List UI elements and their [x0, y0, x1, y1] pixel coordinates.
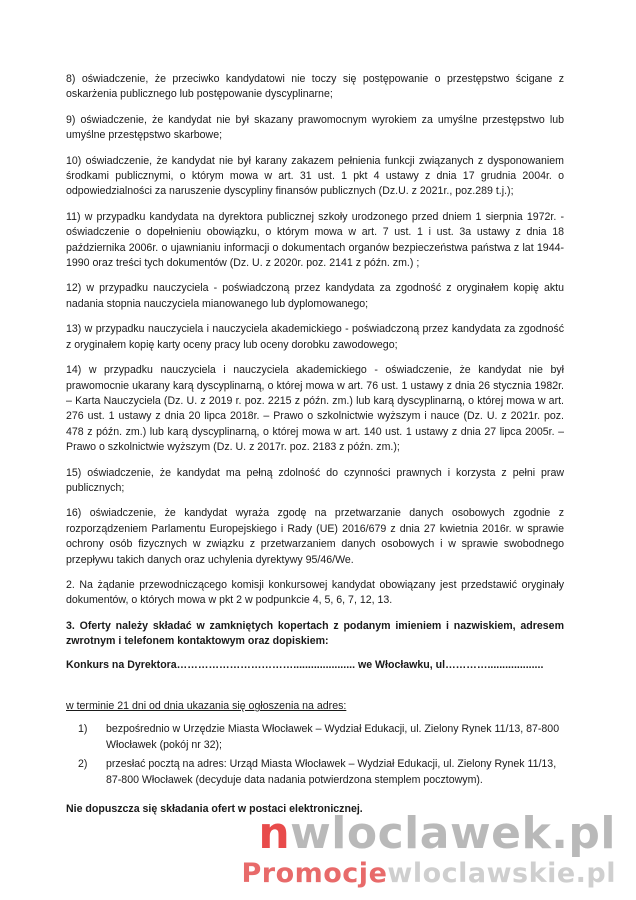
item-9: 9) oświadczenie, że kandydat nie był skazany prawomocnym wyrokiem za umyślne przestępstwo lub umyślne przestępstwo skarbowe; — [66, 113, 564, 142]
watermark-rest: wloclawskie.pl — [387, 858, 616, 889]
section-3-heading: 3. Oferty należy składać w zamkniętych kopertach z podanym imieniem i nazwiskiem, adresem zwrotnym i telefonem kontaktowym oraz dopiskiem: — [66, 619, 564, 648]
item-8: 8) oświadczenie, że przeciwko kandydatowi nie toczy się postępowanie o przestępstwo ścigane z oskarżenia publicznego lub postępowanie dyscyplinarne; — [66, 73, 564, 101]
delivery-option — [66, 757, 564, 788]
delivery-option — [66, 722, 564, 753]
watermark-nwloclawek — [258, 808, 616, 859]
option-number: 1) — [78, 723, 88, 736]
delivery-options — [66, 722, 564, 788]
watermark-rest: wloclawek.pl — [290, 808, 616, 859]
item-12: 12) w przypadku nauczyciela - poświadczoną przez kandydata za zgodność z oryginałem kopię aktu nadania stopnia nauczyciela mianowanego lub dyplomowanego; — [66, 282, 564, 310]
envelope-inscription: Konkurs na Dyrektora……………………………..................... we Włocławku, ul…………................... — [66, 658, 544, 671]
item-10: 10) oświadczenie, że kandydat nie był karany zakazem pełnienia funkcji związanych z dysponowaniem środkami publicznymi, o którym mowa w art. 31 ust. 1 pkt 4 ustawy z dnia 17 grudnia 2004r. o odpowiedzialności za naruszenie dyscypliny finansów publicznych (Dz.U. z 2021r., poz.289 t.j.); — [66, 154, 564, 198]
item-15: 15) oświadczenie, że kandydat ma pełną zdolność do czynności prawnych i korzysta z pełni praw publicznych; — [66, 466, 564, 494]
option-number: 2) — [78, 758, 88, 771]
option-text: bezpośrednio w Urzędzie Miasta Włocławek – Wydział Edukacji, ul. Zielony Rynek 11/13, 87-800 Włocławek (pokój nr 32); — [106, 723, 560, 751]
watermark-accent: n — [258, 808, 291, 859]
item-14: 14) w przypadku nauczyciela i nauczyciela akademickiego - oświadczenie, że kandydat nie był prawomocnie ukarany karą dyscyplinarną, o której mowa w art. 76 ust. 1 ustawy z dnia 26 stycznia 1982r. – Karta Nauczyciela (Dz. U. z 2019 r. poz. 2215 z późn. zm.) lub karą dyscyplinarną, o której mowa w art. 276 ust. 1 ustawy z dnia 20 lipca 2018r. – Prawo o szkolnictwie wyższym i nauce (Dz. U. z 2021r. poz. 478 z późn. zm.) lub karą dyscyplinarną, o której mowa w art. 140 ust. 1 ustawy z dnia 27 lipca 2005r. – Prawo o szkolnictwie wyższym (Dz. U. z 2017r. poz. 2183 z późn. zm.); — [66, 364, 564, 454]
item-16: 16) oświadczenie, że kandydat wyraża zgodę na przetwarzanie danych osobowych zgodnie z rozporządzeniem Parlamentu Europejskiego i Rady (UE) 2016/679 z dnia 27 kwietnia 2016r. w sprawie ochrony osób fizycznych w związku z przetwarzaniem danych osobowych i w sprawie swobodnego przepływu takich danych oraz uchylenia dyrektywy 95/46/We. — [66, 507, 564, 566]
deadline-text: w terminie 21 dni od dnia ukazania się ogłoszenia na adres: — [66, 700, 347, 712]
document-body — [66, 72, 564, 827]
electronic-note: Nie dopuszcza się składania ofert w postaci elektronicznej. — [66, 803, 363, 816]
option-text: przesłać pocztą na adres: Urząd Miasta Włocławek – Wydział Edukacji, ul. Zielony Rynek 11/13, 87-800 Włocławek (decyduje data nadania potwierdzona stemplem pocztowym). — [106, 758, 557, 786]
watermark-promocje — [241, 858, 616, 889]
item-13: 13) w przypadku nauczyciela i nauczyciela akademickiego - poświadczoną przez kandydata za zgodność z oryginałem kopię karty oceny pracy lub oceny dorobku zawodowego; — [66, 323, 564, 351]
watermark-accent: Promocje — [241, 858, 388, 889]
item-11: 11) w przypadku kandydata na dyrektora publicznej szkoły urodzonego przed dniem 1 sierpnia 1972r. - oświadczenie o dopełnieniu obowiązku, o którym mowa w art. 7 ust. 1 i ust. 3a ustawy z dnia 18 października 2006r. o ujawnianiu informacji o dokumentach organów bezpieczeństwa państwa z lat 1944-1990 oraz treści tych dokumentów (Dz. U. z 2020r. poz. 2141 z późn. zm.) ; — [66, 210, 564, 270]
section-2: 2. Na żądanie przewodniczącego komisji konkursowej kandydat obowiązany jest przedstawić oryginały dokumentów, o których mowa w pkt 2 w podpunkcie 4, 5, 6, 7, 12, 13. — [66, 578, 564, 607]
